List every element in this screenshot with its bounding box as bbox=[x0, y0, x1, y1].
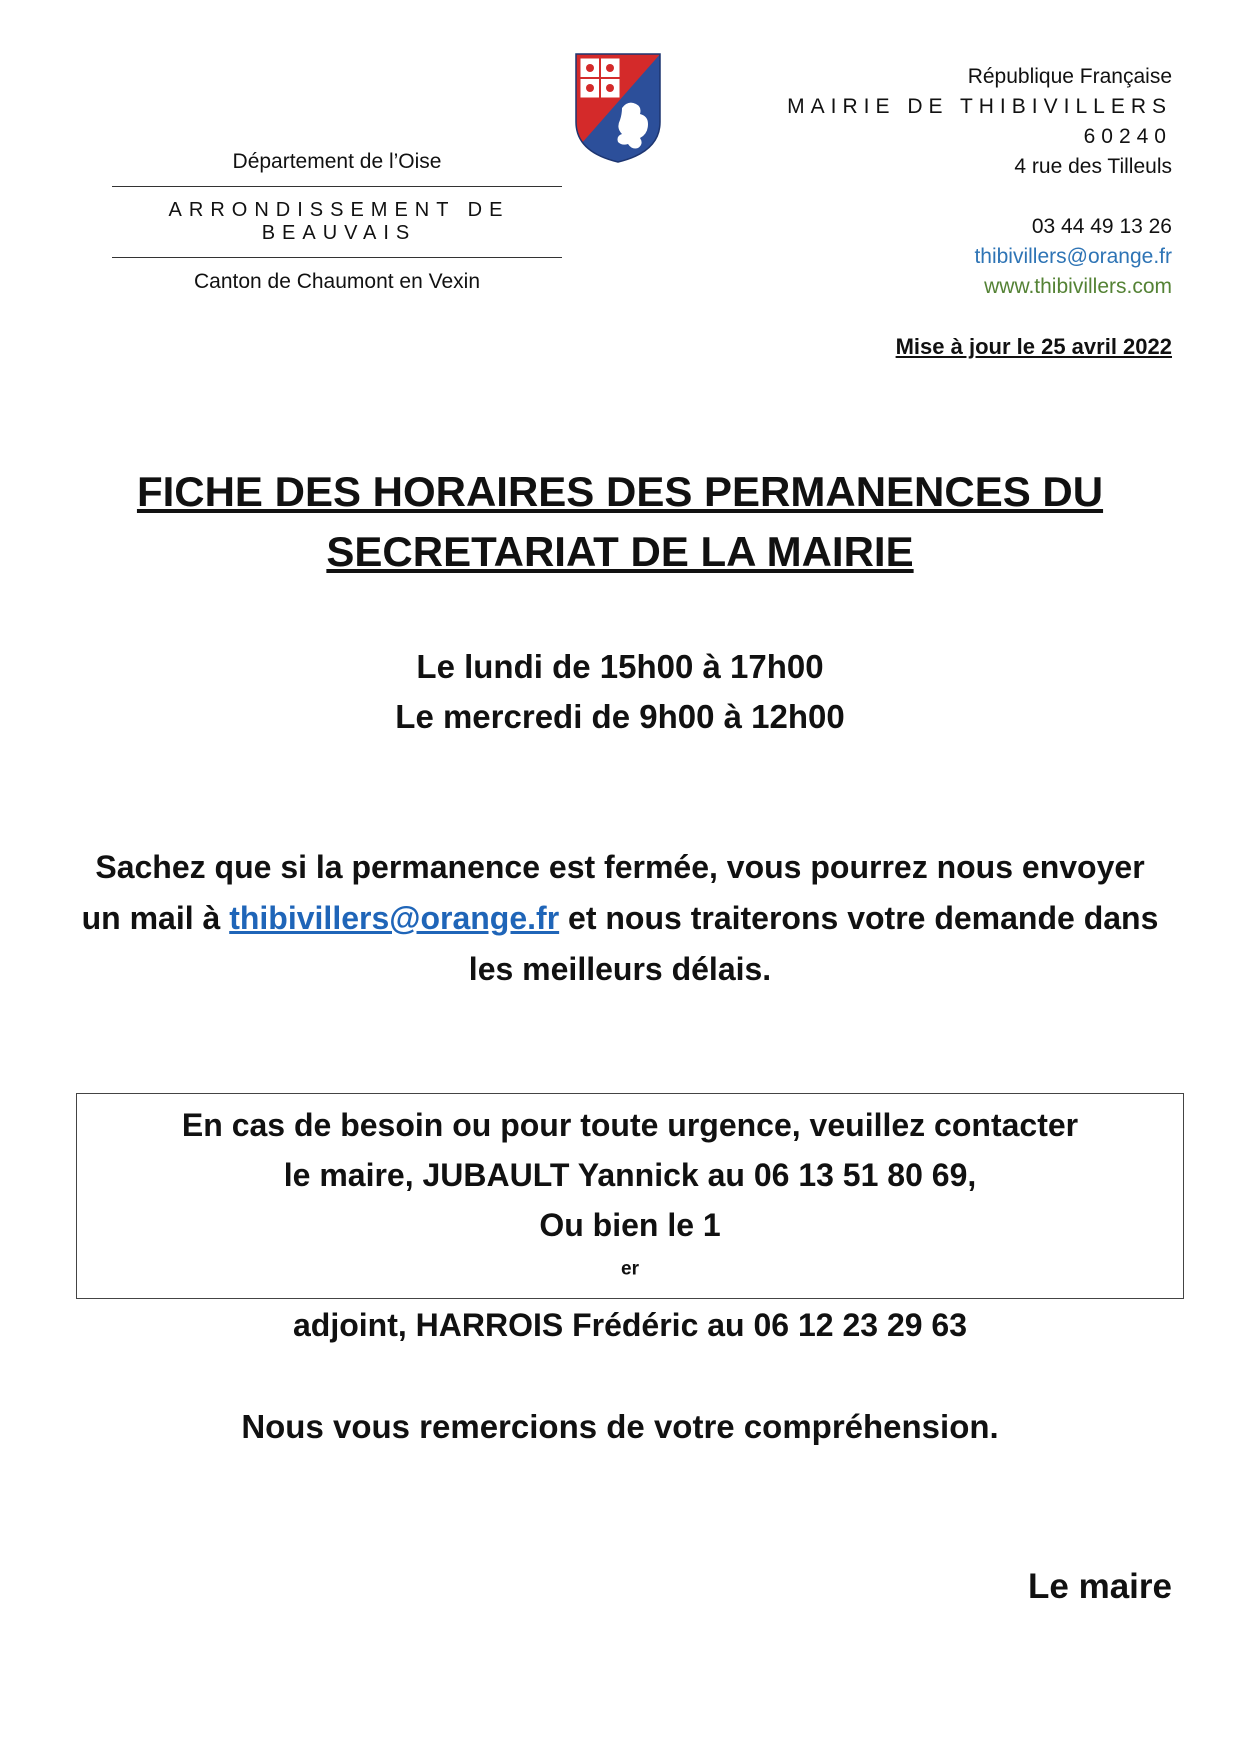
urgent-line-1: En cas de besoin ou pour toute urgence, veuillez contacter bbox=[181, 1107, 1079, 1143]
website-link[interactable]: www.thibivillers.com bbox=[984, 275, 1172, 298]
spacer bbox=[652, 182, 1172, 212]
opening-hours bbox=[80, 642, 1160, 742]
arrondissement-label: ARRONDISSEMENT DE BEAUVAIS bbox=[168, 199, 510, 244]
republic-label: République Française bbox=[967, 65, 1172, 88]
divider bbox=[112, 186, 562, 187]
update-date: Mise à jour le 25 avril 2022 bbox=[895, 334, 1172, 359]
thanks-message: Nous vous remercions de votre compréhension. bbox=[241, 1408, 999, 1445]
header-left bbox=[112, 150, 562, 294]
email-link[interactable]: thibivillers@orange.fr bbox=[974, 245, 1172, 268]
phone-number: 03 44 49 13 26 bbox=[1031, 215, 1172, 238]
hours-wednesday: Le mercredi de 9h00 à 12h00 bbox=[395, 698, 845, 735]
signature: Le maire bbox=[1028, 1567, 1172, 1606]
urgent-contact-box bbox=[76, 1093, 1184, 1343]
canton-label: Canton de Chaumont en Vexin bbox=[193, 270, 481, 293]
ordinal-suffix: er bbox=[621, 1258, 639, 1280]
department-label: Département de l’Oise bbox=[232, 150, 442, 173]
mairie-name: MAIRIE DE THIBIVILLERS bbox=[787, 95, 1172, 118]
page-title bbox=[80, 462, 1160, 582]
coat-of-arms-icon bbox=[574, 52, 662, 164]
title-line-2: SECRETARIAT DE LA MAIRIE bbox=[326, 528, 914, 575]
notice-text-2: et nous traiterons votre demande dans les meilleurs délais. bbox=[468, 900, 1159, 987]
address: 4 rue des Tilleuls bbox=[1014, 155, 1172, 178]
postcode: 60240 bbox=[1083, 125, 1172, 148]
urgent-line-3-pre: Ou bien le 1 bbox=[539, 1207, 721, 1243]
hours-monday: Le lundi de 15h00 à 17h00 bbox=[416, 648, 824, 685]
urgent-line-2: le maire, JUBAULT Yannick au 06 13 51 80 69, bbox=[283, 1157, 977, 1193]
urgent-line-3-post: adjoint, HARROIS Frédéric au 06 12 23 29 63 bbox=[292, 1307, 968, 1343]
title-line-1: FICHE DES HORAIRES DES PERMANENCES DU bbox=[136, 468, 1104, 515]
header-right bbox=[652, 62, 1172, 302]
divider bbox=[112, 257, 562, 258]
urgent-line-3 bbox=[77, 1200, 1183, 1350]
notice-email-link[interactable]: thibivillers@orange.fr bbox=[229, 900, 560, 936]
closed-notice bbox=[80, 842, 1160, 995]
notice-text-1: Sachez que si la permanence est fermée, vous pourrez nous envoyer un mail à bbox=[81, 849, 1145, 936]
